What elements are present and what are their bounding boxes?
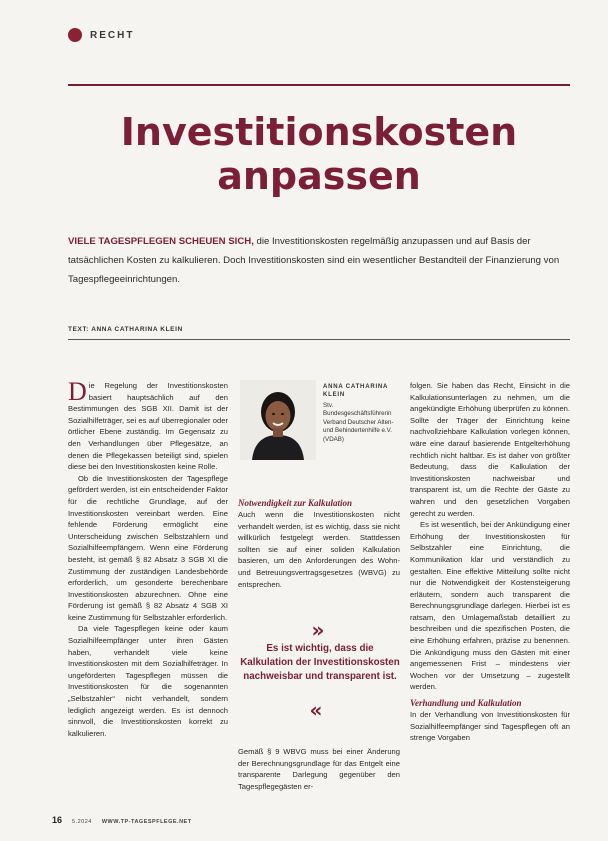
headline	[68, 110, 570, 198]
author-name: ANNA CATHARINA KLEIN	[323, 384, 388, 398]
right-column	[410, 380, 570, 744]
rubric-dot-icon	[68, 28, 82, 42]
headline-line-1: Investitionskosten	[120, 110, 518, 154]
left-column	[68, 377, 228, 739]
section-rubric	[68, 28, 134, 42]
page-footer	[52, 815, 192, 825]
middle-paragraph-1: Auch wenn die Investitionskosten nicht verhandelt werden, ist es wichtig, dass sie nicht willkürlich festgelegt werden. Stattdessen sollten sie auf einer soliden Kalkulation basieren, um den Anforderungen des Wohn- und Betreuungsvertragsgesetzes (WBVG) zu entsprechen.	[238, 510, 400, 589]
middle-paragraph-2: Gemäß § 9 WBVG muss bei einer Änderung der Berechnungsgrundlage für das Entgelt eine transparente Darlegung gegenüber den Tagespflegegästen er-	[238, 747, 400, 791]
top-divider	[68, 84, 570, 86]
subhead-verhandlung: Verhandlung und Kalkulation	[410, 698, 522, 709]
drop-cap: D	[68, 377, 87, 406]
author-role: Stv. Bundesgeschäftsführerin Verband Deutscher Alten- und Behindertenhilfe e.V. (VDAB)	[323, 402, 394, 443]
left-paragraph-1	[68, 377, 228, 473]
quote-open-icon: »	[311, 618, 325, 642]
pull-quote: Es ist wichtig, dass die Kalkulation der Investitionskosten nachweisbar und transparent ist.	[240, 643, 400, 682]
rubric-label: RECHT	[90, 29, 135, 41]
author-portrait	[240, 380, 316, 460]
left-paragraph-3: Da viele Tagespflegen keine oder kaum Sozialhilfeempfänger unter ihren Gästen haben, verhandelt viele keine Investitionskosten mit dem Sozialhilfeträger. In ungeförderten Tagespflegen müssen die Investitionskosten für die sogenannten „Selbstzahler“ nicht verhandelt, sondern lediglich angezeigt werden. Es ist dennoch sinnvoll, die Investitionskosten korrekt zu kalkulieren.	[68, 624, 228, 738]
website: WWW.TP-TAGESPFLEGE.NET	[101, 819, 192, 825]
byline: TEXT: ANNA CATHARINA KLEIN	[68, 326, 183, 333]
byline-divider	[68, 339, 570, 340]
right-paragraph-3: In der Verhandlung von Investitionskosten für Sozialhilfeempfänger sind Tagespflegen oft an strenge Vorgaben	[410, 710, 570, 743]
middle-column-bottom	[238, 746, 400, 792]
lead-text: die Investitionskosten regelmäßig anzupassen und auf Basis der tatsächlichen Kosten zu kalkulieren. Doch Investitionskosten sind ein wesentlicher Bestandteil der Finanzierung von Tagespflegeeinrichtungen.	[68, 236, 560, 285]
page-number: 16	[52, 815, 63, 825]
lead-caps: VIELE TAGESPFLEGEN SCHEUEN SICH,	[68, 236, 254, 247]
headline-line-2: anpassen	[217, 154, 421, 198]
issue-number: 5.2024	[72, 819, 92, 825]
quote-close-icon: «	[309, 698, 323, 722]
left-paragraph-1-text: ie Regelung der Investitionskosten basiert hauptsächlich auf den Bestimmungen des SGB XII. Damit ist der Sozialhilfeträger, sei es auf überregionaler oder örtlicher Ebene zuständig. Im Gegensatz zu den Verhandlungen über Pflegesätze, an denen die Pflegekassen beteiligt sind, spielen diese bei den Investitionskosten keine Rolle.	[68, 381, 228, 472]
left-paragraph-2: Ob die Investitionskosten der Tagespflege gefördert werden, ist ein entscheidender Faktor für die rechtliche Grundlage, auf der Investitionskosten vereinbart werden. Eine fehlende Förderung ermöglicht eine Unterscheidung zwischen Selbstzahlern und Sozialhilfeempfängern. Wenn eine Förderung besteht, ist gemäß § 82 Absatz 3 SGB XI die Zustimmung der zuständigen Landesbehörde erforderlich, um gesonderte berechenbare Investitionskosten abzurechnen. Ohne eine Förderung ist gemäß § 82 Absatz 4 SGB XI keine Zustimmung für Selbstzahler erforderlich.	[68, 473, 228, 622]
author-photo-icon	[240, 380, 316, 460]
right-paragraph-1: folgen. Sie haben das Recht, Einsicht in die Kalkulationsunterlagen zu nehmen, um die angekündigte Erhöhung überprüfen zu können. Sollte der Träger der Einrichtung keine nachvollziehbare Kalkulation vorlegen können, wäre eine darauf basierende Entgelterhöhung rechtlich nicht haltbar. Es ist daher von größter Bedeutung, dass die Kalkulation der Investitionskosten nachweisbar und transparent ist, um die Rechte der Gäste zu wahren und den gesetzlichen Vorgaben gerecht zu werden.	[410, 381, 570, 518]
lead-paragraph	[68, 232, 570, 289]
middle-column	[238, 497, 400, 590]
right-paragraph-2: Es ist wesentlich, bei der Ankündigung einer Erhöhung der Investitionskosten für Selbstzahler eine Einrichtung, die Kommunikation klar und verständlich zu gestalten. Eine effektive Mitteilung sollte nicht nur die Notwendigkeit der Kostensteigerung erläutern, sondern auch transparent die Berechnungsgrundlage darlegen. Hierbei ist es ratsam, den Umlagemaßstab detailliert zu beschreiben und die spezifischen Posten, die eine Erhöhung erfahren, präzise zu benennen. Die Ankündigung muss den Gästen mit einer angemessenen Frist – mindestens vier Wochen vor der Umsetzung – zugestellt werden.	[410, 520, 570, 692]
subhead-notwendigkeit: Notwendigkeit zur Kalkulation	[238, 498, 353, 508]
